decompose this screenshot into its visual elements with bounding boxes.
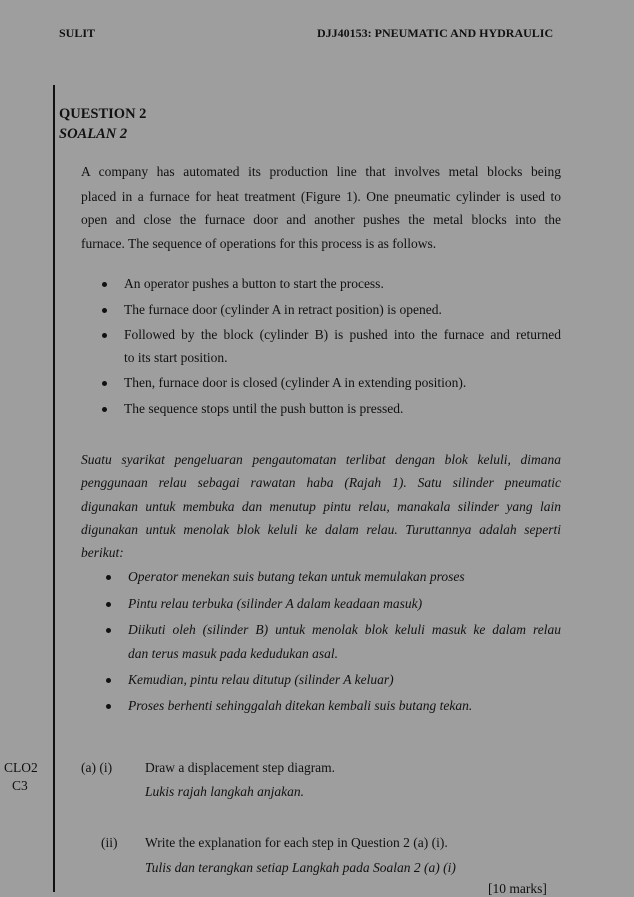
paragraph-line-ms: berikut: [81,545,124,560]
part-a-text-ms: Lukis rajah langkah anjakan. [145,784,304,799]
clo-label: CLO2 [4,760,38,775]
clo-level: C3 [12,778,28,793]
question-title: QUESTION 2 [59,106,147,122]
part-ii-label: (ii) [101,835,118,850]
part-ii-text: Write the explanation for each step in Question 2 (a) (i). [145,835,448,850]
bullet-icon [106,575,111,580]
paragraph-line: furnace. The sequence of operations for this process is as follows. [81,236,437,251]
marks: [10 marks] [488,881,547,896]
bullet-item: Then, furnace door is closed (cylinder A in extending position). [124,375,467,390]
bullet-icon [102,282,107,287]
bullet-icon [102,407,107,412]
bullet-icon [102,381,107,386]
paragraph-line: A company has automated its production line that involves metal blocks being [81,164,561,179]
paragraph-line-ms: Suatu syarikat pengeluaran pengautomatan terlibat dengan blok keluli, dimana [81,452,561,467]
bullet-item: An operator pushes a button to start the process. [124,276,384,291]
bullet-item-ms: Kemudian, pintu relau ditutup (silinder A keluar) [128,672,394,687]
bullet-icon [106,678,111,683]
bullet-item: Followed by the block (cylinder B) is pushed into the furnace and returned [124,327,561,342]
margin-line [53,85,55,892]
header-course: DJJ40153: PNEUMATIC AND HYDRAULIC [317,26,554,40]
paragraph-line: open and close the furnace door and another pushes the metal blocks into the [81,212,561,227]
bullet-item: The sequence stops until the push button is pressed. [124,401,404,416]
bullet-icon [106,628,111,633]
bullet-icon [102,308,107,313]
bullet-icon [102,333,107,338]
bullet-icon [106,704,111,709]
header-sulit: SULIT [59,26,96,40]
bullet-item-ms: dan terus masuk pada kedudukan asal. [128,646,338,661]
paragraph-line-ms: digunakan untuk menolak blok keluli ke dalam relau. Turuttannya adalah seperti [81,522,561,537]
paragraph-line: placed in a furnace for heat treatment (Figure 1). One pneumatic cylinder is used to [81,189,561,204]
bullet-icon [106,602,111,607]
paragraph-line-ms: digunakan untuk membuka dan menutup pintu relau, manakala silinder yang lain [81,499,561,514]
part-a-text: Draw a displacement step diagram. [145,760,336,775]
bullet-item-ms: Diikuti oleh (silinder B) untuk menolak blok keluli masuk ke dalam relau [128,622,561,637]
paragraph-line-ms: penggunaan relau sebagai rawatan haba (Rajah 1). Satu silinder pneumatic [81,475,561,490]
part-a-label: (a) (i) [81,760,113,775]
bullet-item: The furnace door (cylinder A in retract position) is opened. [124,302,442,317]
bullet-item: to its start position. [124,350,228,365]
part-ii-text-ms: Tulis dan terangkan setiap Langkah pada Soalan 2 (a) (i) [145,860,456,875]
bullet-item-ms: Proses berhenti sehinggalah ditekan kembali suis butang tekan. [128,698,473,713]
bullet-item-ms: Pintu relau terbuka (silinder A dalam keadaan masuk) [128,596,423,611]
bullet-item-ms: Operator menekan suis butang tekan untuk memulakan proses [128,569,465,584]
question-title-ms: SOALAN 2 [59,126,128,142]
